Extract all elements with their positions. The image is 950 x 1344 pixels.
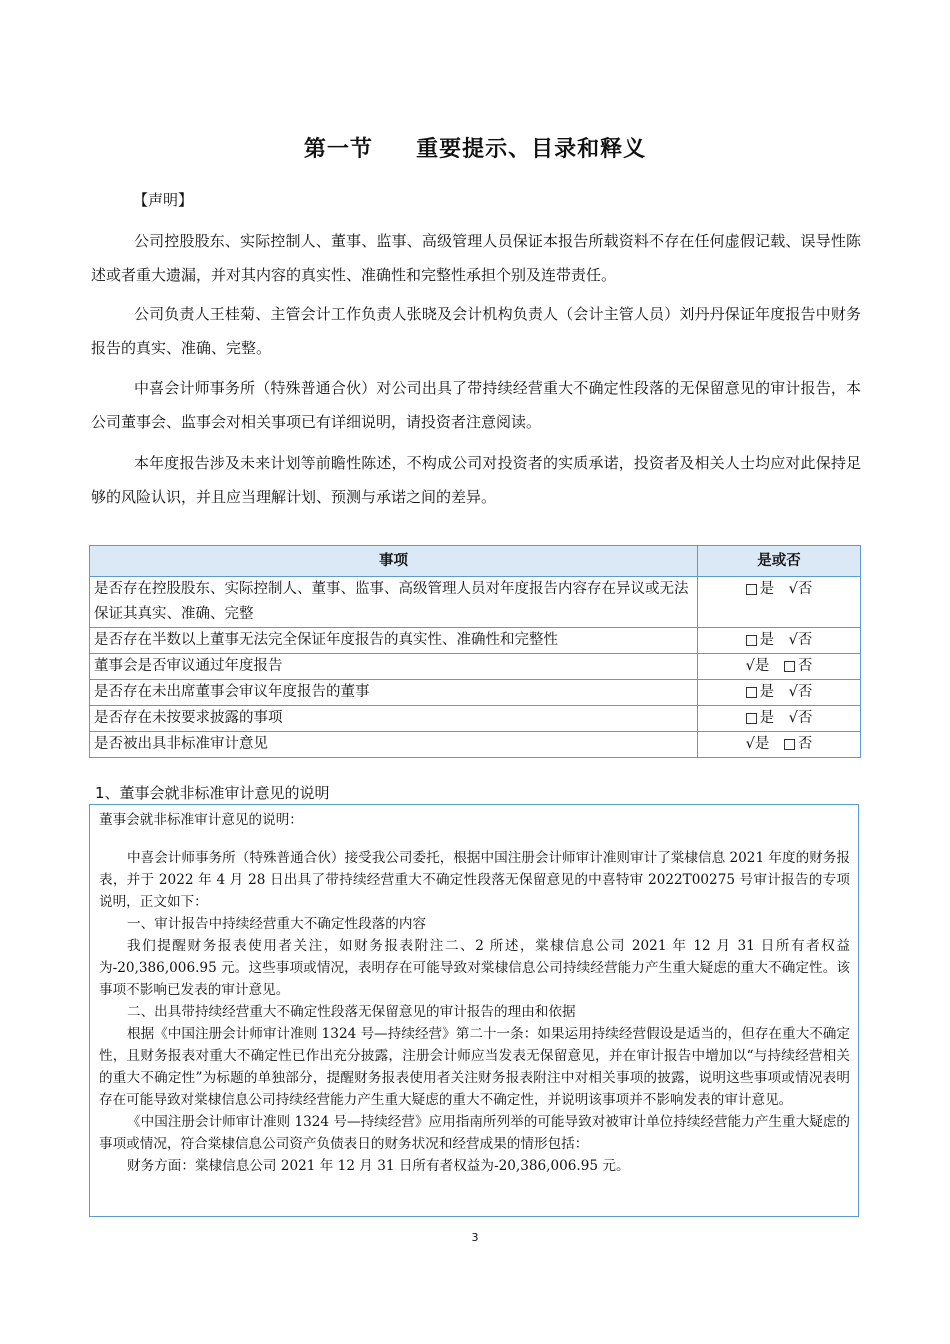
- table-row: [90, 706, 861, 732]
- checkmark-icon: √: [788, 632, 798, 648]
- note-subheading: 一、审计报告中持续经营重大不确定性段落的内容: [127, 916, 427, 932]
- checkmark-icon: √: [788, 581, 798, 597]
- yes-label: 是: [759, 684, 775, 700]
- row-choice: [698, 732, 861, 758]
- header-item: 事项: [90, 546, 698, 577]
- empty-checkbox-icon: [784, 661, 795, 672]
- table-header-row: [90, 546, 861, 577]
- paragraph: 公司控股股东、实际控制人、董事、监事、高级管理人员保证本报告所载资料不存在任何虚假记载、误导性陈述或者重大遗漏，并对其内容的真实性、准确性和完整性承担个别及连带责任。: [91, 232, 861, 284]
- checkmark-icon: √: [788, 684, 798, 700]
- no-label: 否: [797, 581, 813, 597]
- note-paragraph: 我们提醒财务报表使用者关注，如财务报表附注二、2 所述，棠棣信息公司 2021 年 12 月 31 日所有者权益为-20,386,006.95 元。这些事项或情况，表明存在可能导致对棠棣信息公司持续经营能力产生重大疑虑的重大不确定性。该事项不影响已发表的审计意见。: [99, 938, 850, 998]
- empty-checkbox-icon: [746, 635, 757, 646]
- checkmark-icon: √: [745, 736, 755, 752]
- no-label: 否: [797, 710, 813, 726]
- note-paragraph: 根据《中国注册会计师审计准则 1324 号—持续经营》第二十一条：如果运用持续经营假设是适当的，但存在重大不确定性，且财务报表对重大不确定性已作出充分披露，注册会计师应当发表无保留意见，并在审计报告中增加以“与持续经营相关的重大不确定性”为标题的单独部分，提醒财务报表使用者关注财务报表附注中对相关事项的披露，说明这些事项或情况表明存在可能导致对棠棣信息公司持续经营能力产生重大疑虑的重大不确定性，并说明该事项并不影响发表的审计意见。: [99, 1026, 850, 1108]
- note-box: [89, 804, 859, 1217]
- checkmark-icon: √: [745, 658, 755, 674]
- note-paragraph: 《中国注册会计师审计准则 1324 号—持续经营》应用指南所列举的可能导致对被审计单位持续经营能力产生重大疑虑的事项或情况，符合棠棣信息公司资产负债表日的财务状况和经营成果的情形包括：: [99, 1114, 850, 1152]
- row-choice: [698, 628, 861, 654]
- checkmark-icon: √: [788, 710, 798, 726]
- table-row: [90, 732, 861, 758]
- row-item: 是否存在未按要求披露的事项: [90, 706, 698, 732]
- row-choice: [698, 577, 861, 628]
- row-item: 是否存在控股股东、实际控制人、董事、监事、高级管理人员对年度报告内容存在异议或无法保证其真实、准确、完整: [90, 577, 698, 628]
- yes-label: 是: [759, 632, 775, 648]
- section-heading: 1、董事会就非标准审计意见的说明: [95, 784, 330, 802]
- declaration-label: 【声明】: [133, 191, 194, 209]
- note-paragraph: 财务方面：棠棣信息公司 2021 年 12 月 31 日所有者权益为-20,386,006.95 元。: [127, 1158, 630, 1174]
- yes-label: 是: [759, 581, 775, 597]
- row-item: 是否存在未出席董事会审议年度报告的董事: [90, 680, 698, 706]
- row-choice: [698, 680, 861, 706]
- row-item: 是否被出具非标准审计意见: [90, 732, 698, 758]
- row-item: 是否存在半数以上董事无法完全保证年度报告的真实性、准确性和完整性: [90, 628, 698, 654]
- table-row: [90, 654, 861, 680]
- table-row: [90, 577, 861, 628]
- empty-checkbox-icon: [746, 687, 757, 698]
- note-subheading: 二、出具带持续经营重大不确定性段落无保留意见的审计报告的理由和依据: [127, 1004, 576, 1020]
- row-item: 董事会是否审议通过年度报告: [90, 654, 698, 680]
- paragraph: 本年度报告涉及未来计划等前瞻性陈述，不构成公司对投资者的实质承诺，投资者及相关人士均应对此保持足够的风险认识，并且应当理解计划、预测与承诺之间的差异。: [91, 454, 861, 506]
- table-row: [90, 680, 861, 706]
- empty-checkbox-icon: [746, 584, 757, 595]
- no-label: 否: [797, 736, 813, 752]
- yes-label: 是: [754, 658, 770, 674]
- empty-checkbox-icon: [746, 713, 757, 724]
- header-choice: 是或否: [698, 546, 861, 577]
- disclosure-table: [89, 545, 861, 758]
- empty-checkbox-icon: [784, 739, 795, 750]
- paragraph: 公司负责人王桂菊、主管会计工作负责人张晓及会计机构负责人（会计主管人员）刘丹丹保证年度报告中财务报告的真实、准确、完整。: [91, 305, 861, 357]
- table-row: [90, 628, 861, 654]
- yes-label: 是: [759, 710, 775, 726]
- yes-label: 是: [754, 736, 770, 752]
- no-label: 否: [797, 632, 813, 648]
- note-paragraph: 中喜会计师事务所（特殊普通合伙）接受我公司委托，根据中国注册会计师审计准则审计了棠棣信息 2021 年度的财务报表，并于 2022 年 4 月 28 日出具了带持续经营重大不确定性段落无保留意见的中喜特审 2022T00275 号审计报告的专项说明，正文如下：: [99, 850, 850, 910]
- no-label: 否: [797, 658, 813, 674]
- no-label: 否: [797, 684, 813, 700]
- row-choice: [698, 706, 861, 732]
- page-title: 第一节 重要提示、目录和释义: [303, 137, 647, 162]
- row-choice: [698, 654, 861, 680]
- note-title: 董事会就非标准审计意见的说明：: [99, 812, 303, 828]
- paragraph: 中喜会计师事务所（特殊普通合伙）对公司出具了带持续经营重大不确定性段落的无保留意见的审计报告，本公司董事会、监事会对相关事项已有详细说明，请投资者注意阅读。: [91, 379, 861, 431]
- page-number: 3: [471, 1231, 479, 1244]
